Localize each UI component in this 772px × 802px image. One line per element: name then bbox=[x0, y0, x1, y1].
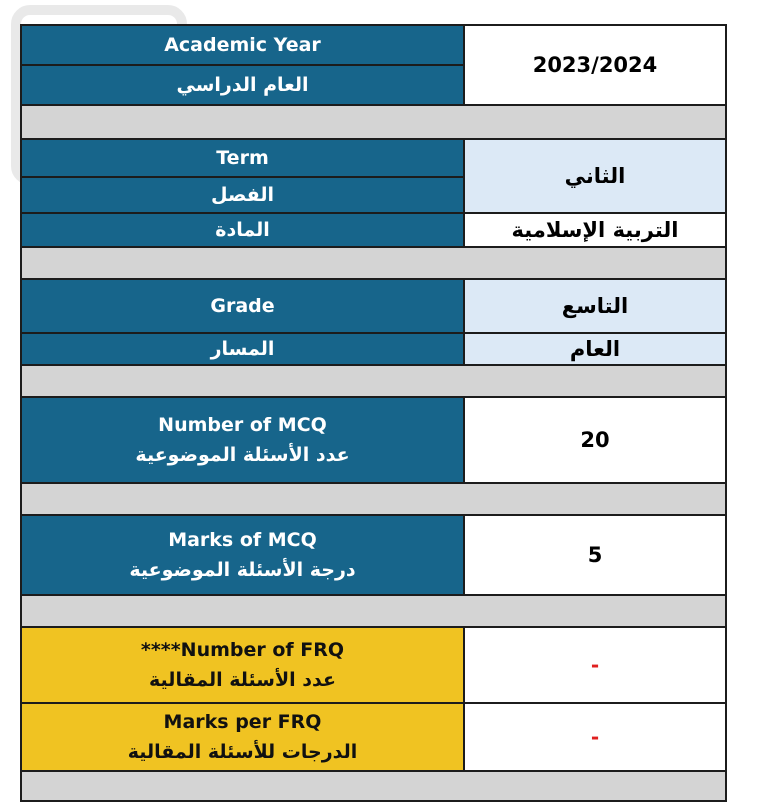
academic-year-label-ar: العام الدراسي bbox=[21, 65, 464, 105]
frq-count-label-en: ****Number of FRQ bbox=[140, 639, 345, 661]
academic-year-value: 2023/2024 bbox=[464, 25, 726, 105]
frq-count-label-ar: عدد الأسئلة المقالية bbox=[149, 669, 336, 691]
frq-count-value: - bbox=[464, 627, 726, 703]
frq-marks-value: - bbox=[464, 703, 726, 771]
mcq-count-label-en: Number of MCQ bbox=[158, 414, 327, 436]
academic-year-label-en: Academic Year bbox=[21, 25, 464, 65]
track-value: العام bbox=[464, 333, 726, 365]
separator-row bbox=[21, 483, 726, 515]
mcq-count-value: 20 bbox=[464, 397, 726, 483]
separator-row bbox=[21, 771, 726, 801]
mcq-marks-label-en: Marks of MCQ bbox=[168, 529, 317, 551]
mcq-marks-label bbox=[21, 515, 464, 595]
separator-row bbox=[21, 365, 726, 397]
separator-row bbox=[21, 595, 726, 627]
grade-label: Grade bbox=[21, 279, 464, 333]
subject-label: المادة bbox=[21, 213, 464, 247]
grade-value: التاسع bbox=[464, 279, 726, 333]
mcq-count-label-ar: عدد الأسئلة الموضوعية bbox=[135, 444, 350, 466]
frq-count-label bbox=[21, 627, 464, 703]
track-label: المسار bbox=[21, 333, 464, 365]
mcq-marks-label-ar: درجة الأسئلة الموضوعية bbox=[129, 559, 356, 581]
frq-marks-label-ar: الدرجات للأسئلة المقالية bbox=[127, 741, 358, 763]
term-label-ar: الفصل bbox=[21, 177, 464, 213]
mcq-marks-value: 5 bbox=[464, 515, 726, 595]
term-label-en: Term bbox=[21, 139, 464, 177]
frq-marks-label bbox=[21, 703, 464, 771]
separator-row bbox=[21, 247, 726, 279]
frq-marks-label-en: Marks per FRQ bbox=[163, 711, 322, 733]
exam-info-table bbox=[20, 24, 727, 802]
separator-row bbox=[21, 105, 726, 139]
mcq-count-label bbox=[21, 397, 464, 483]
term-value: الثاني bbox=[464, 139, 726, 213]
subject-value: التربية الإسلامية bbox=[464, 213, 726, 247]
